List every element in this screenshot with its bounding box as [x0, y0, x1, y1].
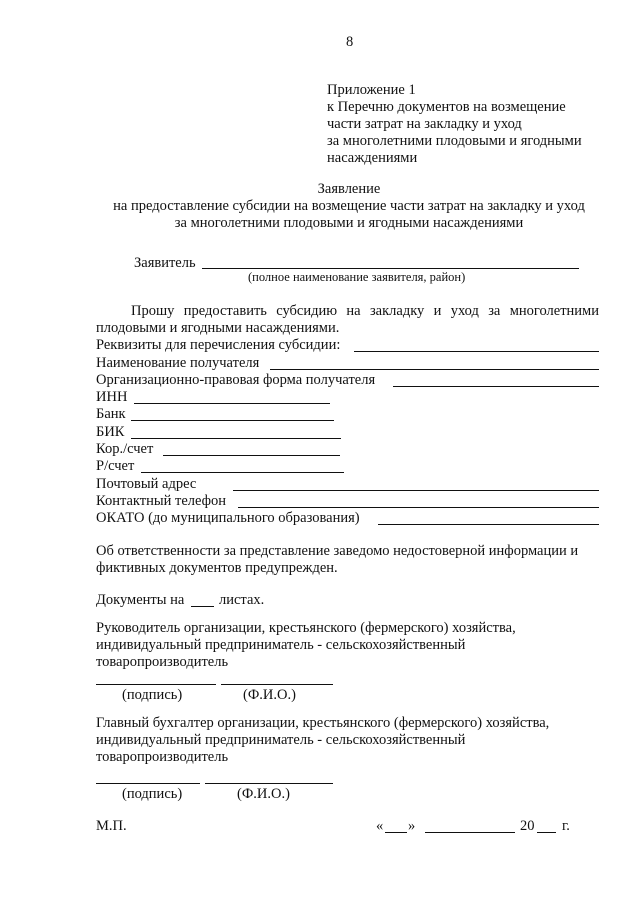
- applicant-field[interactable]: [202, 268, 579, 269]
- date-quote-open: «: [376, 818, 384, 834]
- document-subtitle-2: за многолетними плодовыми и ягодными насаждениями: [174, 215, 524, 231]
- accountant-line-1: Главный бухгалтер организации, крестьянского (фермерского) хозяйства,: [96, 715, 550, 731]
- date-year-suffix: г.: [562, 818, 570, 834]
- requisites-label: Реквизиты для перечисления субсидии:: [96, 337, 341, 353]
- request-line-2: плодовыми и ягодными насаждениями.: [96, 320, 340, 336]
- r-account-field[interactable]: [141, 472, 344, 473]
- appendix-line-3: части затрат на закладку и уход: [327, 116, 522, 132]
- recipient-field[interactable]: [270, 369, 599, 370]
- date-month-field[interactable]: [425, 832, 515, 833]
- bank-label: Банк: [96, 406, 126, 422]
- head-fio-caption: (Ф.И.О.): [243, 687, 296, 703]
- document-heading: Заявление: [317, 181, 381, 197]
- responsibility-line-1: Об ответственности за представление заведомо недостоверной информации и: [96, 543, 579, 559]
- bank-field[interactable]: [131, 420, 334, 421]
- r-account-label: Р/счет: [96, 458, 135, 474]
- applicant-label: Заявитель: [134, 255, 196, 271]
- date-day-field[interactable]: [385, 832, 407, 833]
- accountant-line-3: товаропроизводитель: [96, 749, 229, 765]
- head-line-2: индивидуальный предприниматель - сельскохозяйственный: [96, 637, 466, 653]
- documents-count-field[interactable]: [191, 606, 214, 607]
- phone-field[interactable]: [238, 507, 599, 508]
- inn-field[interactable]: [134, 403, 330, 404]
- appendix-line-1: Приложение 1: [327, 82, 416, 98]
- request-line-1: Прошу предоставить субсидию на закладку и уход за многолетними: [131, 303, 599, 319]
- responsibility-line-2: фиктивных документов предупрежден.: [96, 560, 338, 576]
- accountant-signature-field[interactable]: [96, 783, 200, 784]
- kor-account-field[interactable]: [163, 455, 340, 456]
- appendix-line-4: за многолетними плодовыми и ягодными: [327, 133, 582, 149]
- page-number: 8: [346, 34, 354, 50]
- document-subtitle-1: на предоставление субсидии на возмещение части затрат на закладку и уход: [113, 198, 585, 214]
- head-line-1: Руководитель организации, крестьянского (фермерского) хозяйства,: [96, 620, 516, 636]
- head-signature-field[interactable]: [96, 684, 216, 685]
- phone-label: Контактный телефон: [96, 493, 227, 509]
- legal-form-field[interactable]: [393, 386, 599, 387]
- applicant-hint: (полное наименование заявителя, район): [248, 270, 466, 284]
- postal-address-field[interactable]: [233, 490, 599, 491]
- date-year-field[interactable]: [537, 832, 556, 833]
- head-fio-field[interactable]: [221, 684, 333, 685]
- date-year-prefix: 20: [520, 818, 535, 834]
- stamp-label: М.П.: [96, 818, 127, 834]
- inn-label: ИНН: [96, 389, 128, 405]
- accountant-signature-caption: (подпись): [122, 786, 183, 802]
- requisites-field[interactable]: [354, 351, 599, 352]
- documents-prefix: Документы на: [96, 592, 185, 608]
- head-signature-caption: (подпись): [122, 687, 183, 703]
- head-line-3: товаропроизводитель: [96, 654, 229, 670]
- accountant-fio-caption: (Ф.И.О.): [237, 786, 290, 802]
- appendix-line-2: к Перечню документов на возмещение: [327, 99, 566, 115]
- bik-field[interactable]: [131, 438, 341, 439]
- okato-field[interactable]: [378, 524, 599, 525]
- recipient-label: Наименование получателя: [96, 355, 260, 371]
- legal-form-label: Организационно-правовая форма получателя: [96, 372, 376, 388]
- bik-label: БИК: [96, 424, 125, 440]
- accountant-line-2: индивидуальный предприниматель - сельскохозяйственный: [96, 732, 466, 748]
- kor-account-label: Кор./счет: [96, 441, 154, 457]
- accountant-fio-field[interactable]: [205, 783, 333, 784]
- postal-address-label: Почтовый адрес: [96, 476, 197, 492]
- okato-label: ОКАТО (до муниципального образования): [96, 510, 360, 526]
- date-quote-close: »: [408, 818, 416, 834]
- appendix-line-5: насаждениями: [327, 150, 418, 166]
- documents-suffix: листах.: [219, 592, 265, 608]
